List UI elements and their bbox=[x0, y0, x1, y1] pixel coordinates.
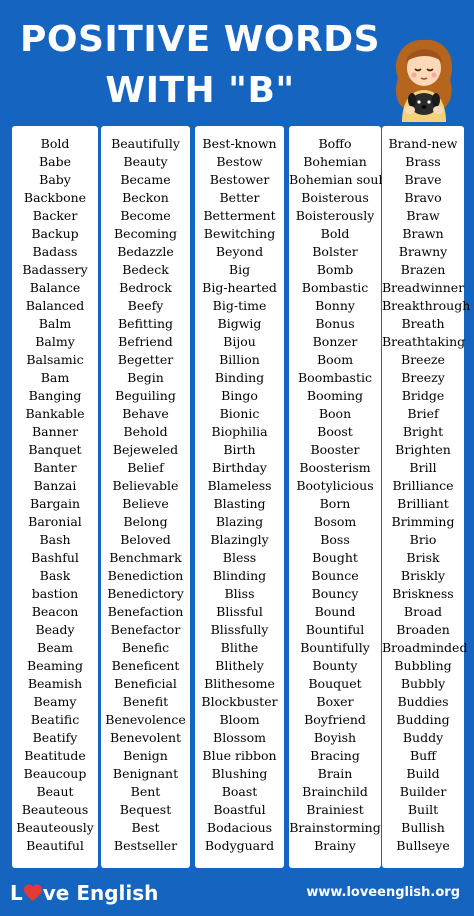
word-column-1 bbox=[12, 126, 98, 868]
word-item: Believe bbox=[122, 496, 169, 511]
word-item: Bounce bbox=[311, 568, 359, 583]
word-item: Braw bbox=[406, 208, 440, 223]
brand-text-end: ve English bbox=[42, 881, 159, 905]
word-item: Born bbox=[319, 496, 351, 511]
page-title bbox=[0, 14, 400, 116]
word-item: Bargain bbox=[29, 496, 81, 511]
word-item: Bestseller bbox=[113, 838, 178, 853]
word-item: Benefaction bbox=[107, 604, 184, 619]
word-item: Bloom bbox=[219, 712, 260, 727]
word-item: Bracing bbox=[310, 748, 360, 763]
word-item: Brawny bbox=[398, 244, 448, 259]
word-item: Banter bbox=[33, 460, 77, 475]
word-item: Brazen bbox=[400, 262, 446, 277]
word-item: Blasting bbox=[213, 496, 266, 511]
word-item: Bless bbox=[222, 550, 257, 565]
word-item: Bullseye bbox=[396, 838, 450, 853]
word-item: Bigwig bbox=[217, 316, 262, 331]
word-item: Bent bbox=[130, 784, 161, 799]
word-item: bastion bbox=[31, 586, 79, 601]
word-board bbox=[12, 126, 471, 870]
word-item: Blameless bbox=[207, 478, 272, 493]
word-item: Bold bbox=[40, 136, 70, 151]
heart-icon bbox=[23, 883, 43, 903]
word-item: Banner bbox=[31, 424, 79, 439]
word-item: Balm bbox=[38, 316, 72, 331]
word-item: Banquet bbox=[28, 442, 82, 457]
word-item: Bouncy bbox=[311, 586, 359, 601]
word-item: Build bbox=[406, 766, 440, 781]
word-item: Brand-new bbox=[388, 136, 458, 151]
word-item: Blithely bbox=[215, 658, 264, 673]
word-item: Bullish bbox=[401, 820, 445, 835]
word-item: Budding bbox=[396, 712, 450, 727]
word-item: Bejeweled bbox=[112, 442, 179, 457]
word-item: Built bbox=[407, 802, 439, 817]
word-item: Boost bbox=[317, 424, 353, 439]
word-item: Bubbly bbox=[400, 676, 446, 691]
word-item: Brisk bbox=[406, 550, 440, 565]
word-item: Blockbuster bbox=[201, 694, 278, 709]
word-item: Bodacious bbox=[206, 820, 273, 835]
brand-logo bbox=[10, 880, 158, 906]
word-item: Baronial bbox=[28, 514, 82, 529]
word-item: Betterment bbox=[203, 208, 276, 223]
word-item: Brainiest bbox=[306, 802, 364, 817]
word-item: Brawn bbox=[402, 226, 444, 241]
word-item: Bohemian bbox=[303, 154, 367, 169]
word-item: Balsamic bbox=[26, 352, 84, 367]
word-item: Baby bbox=[39, 172, 71, 187]
word-item: Beautiful bbox=[26, 838, 84, 853]
word-item: Backer bbox=[32, 208, 78, 223]
word-item: Beneficial bbox=[114, 676, 177, 691]
word-item: Boffo bbox=[318, 136, 352, 151]
word-item: Booming bbox=[306, 388, 364, 403]
word-item: Binding bbox=[214, 370, 265, 385]
word-item: Bound bbox=[314, 604, 356, 619]
word-item: Buff bbox=[409, 748, 437, 763]
word-item: Broaden bbox=[396, 622, 450, 637]
word-item: Birth bbox=[223, 442, 256, 457]
word-item: Briskly bbox=[400, 568, 446, 583]
word-item: Boisterous bbox=[301, 190, 369, 205]
word-item: Benevolence bbox=[105, 712, 186, 727]
word-item: Beyond bbox=[215, 244, 264, 259]
word-item: Breeze bbox=[401, 352, 445, 367]
word-item: Boyfriend bbox=[304, 712, 366, 727]
word-item: Briskness bbox=[392, 586, 454, 601]
word-item: Blinding bbox=[212, 568, 267, 583]
word-item: Bonny bbox=[315, 298, 355, 313]
word-item: Boyish bbox=[313, 730, 357, 745]
word-column-3 bbox=[195, 126, 284, 868]
word-item: Brainchild bbox=[302, 784, 368, 799]
word-item: Beneficent bbox=[111, 658, 180, 673]
word-item: Balmy bbox=[35, 334, 75, 349]
word-item: Brio bbox=[409, 532, 437, 547]
word-item: Blithe bbox=[220, 640, 259, 655]
word-item: Beaucoup bbox=[23, 766, 87, 781]
word-item: Bombastic bbox=[301, 280, 369, 295]
word-item: Benchmark bbox=[109, 550, 182, 565]
word-item: Bedeck bbox=[122, 262, 169, 277]
word-item: Boxer bbox=[316, 694, 354, 709]
word-item: Beguiling bbox=[115, 388, 176, 403]
word-item: Boombastic bbox=[298, 370, 372, 385]
word-item: Big bbox=[228, 262, 251, 277]
word-item: Bestower bbox=[209, 172, 270, 187]
word-item: Breakthrough bbox=[382, 298, 471, 313]
word-item: Bonus bbox=[315, 316, 355, 331]
word-item: Bashful bbox=[31, 550, 79, 565]
word-item: Blushing bbox=[211, 766, 268, 781]
word-item: Believable bbox=[112, 478, 179, 493]
word-item: Brighten bbox=[395, 442, 451, 457]
word-item: Benign bbox=[123, 748, 168, 763]
word-column-5 bbox=[382, 126, 471, 868]
word-item: Babe bbox=[38, 154, 72, 169]
word-item: Blue ribbon bbox=[202, 748, 277, 763]
word-item: Builder bbox=[399, 784, 447, 799]
word-item: Breadwinner bbox=[382, 280, 465, 295]
word-item: Bequest bbox=[119, 802, 172, 817]
word-item: Bravo bbox=[404, 190, 442, 205]
word-item: Brilliant bbox=[397, 496, 449, 511]
word-item: Better bbox=[219, 190, 260, 205]
word-item: Brilliance bbox=[392, 478, 454, 493]
word-item: Bohemian soul bbox=[289, 172, 383, 187]
word-item: Beamy bbox=[33, 694, 77, 709]
word-item: Beacon bbox=[31, 604, 79, 619]
word-item: Best bbox=[131, 820, 160, 835]
word-item: Bankable bbox=[25, 406, 85, 421]
word-item: Bask bbox=[39, 568, 71, 583]
word-item: Bouquet bbox=[308, 676, 362, 691]
word-item: Broadminded bbox=[382, 640, 468, 655]
word-item: Bought bbox=[312, 550, 358, 565]
word-item: Brill bbox=[409, 460, 437, 475]
word-item: Befitting bbox=[117, 316, 174, 331]
word-item: Boast bbox=[221, 784, 258, 799]
word-item: Bomb bbox=[316, 262, 354, 277]
word-item: Blazingly bbox=[210, 532, 269, 547]
word-item: Boom bbox=[316, 352, 354, 367]
word-item: Beauteous bbox=[21, 802, 89, 817]
title-line-2: WITH "B" bbox=[105, 70, 295, 111]
word-item: Brief bbox=[407, 406, 439, 421]
word-item: Billion bbox=[219, 352, 260, 367]
word-item: Beatific bbox=[30, 712, 80, 727]
word-item: Become bbox=[120, 208, 171, 223]
word-item: Benignant bbox=[112, 766, 179, 781]
word-item: Badass bbox=[32, 244, 78, 259]
word-item: Beckon bbox=[122, 190, 169, 205]
word-item: Buddies bbox=[397, 694, 449, 709]
word-item: Blissful bbox=[216, 604, 263, 619]
word-item: Bestow bbox=[216, 154, 263, 169]
word-item: Benefic bbox=[121, 640, 170, 655]
word-item: Behold bbox=[123, 424, 168, 439]
word-item: Backbone bbox=[23, 190, 87, 205]
word-item: Beady bbox=[35, 622, 75, 637]
word-item: Beatitude bbox=[24, 748, 86, 763]
word-item: Balanced bbox=[25, 298, 85, 313]
word-item: Boon bbox=[318, 406, 352, 421]
word-item: Bingo bbox=[221, 388, 258, 403]
word-item: Bountiful bbox=[305, 622, 365, 637]
word-item: Beatify bbox=[32, 730, 78, 745]
girl-with-puppy-icon bbox=[384, 34, 464, 122]
word-item: Bold bbox=[320, 226, 350, 241]
word-item: Beaming bbox=[27, 658, 83, 673]
word-item: Beloved bbox=[120, 532, 171, 547]
word-item: Breezy bbox=[401, 370, 445, 385]
word-item: Became bbox=[120, 172, 171, 187]
word-item: Boss bbox=[320, 532, 350, 547]
word-item: Balance bbox=[29, 280, 81, 295]
website-link[interactable]: www.loveenglish.org bbox=[306, 885, 460, 900]
word-item: Bedazzle bbox=[117, 244, 174, 259]
title-line-1: POSITIVE WORDS bbox=[19, 19, 381, 60]
word-item: Brave bbox=[404, 172, 442, 187]
word-item: Behave bbox=[122, 406, 169, 421]
word-item: Boastful bbox=[213, 802, 266, 817]
word-item: Brain bbox=[317, 766, 353, 781]
word-item: Booster bbox=[310, 442, 360, 457]
word-item: Bam bbox=[40, 370, 70, 385]
word-item: Bootylicious bbox=[296, 478, 374, 493]
word-item: Beauty bbox=[123, 154, 168, 169]
word-item: Banzai bbox=[33, 478, 77, 493]
word-item: Backup bbox=[31, 226, 79, 241]
word-item: Beauteously bbox=[16, 820, 94, 835]
word-item: Beefy bbox=[127, 298, 164, 313]
word-item: Benevolent bbox=[109, 730, 182, 745]
brand-text-start: L bbox=[10, 881, 23, 905]
word-item: Beamish bbox=[27, 676, 83, 691]
word-item: Bionic bbox=[219, 406, 260, 421]
word-item: Big-hearted bbox=[202, 280, 277, 295]
word-item: Befriend bbox=[118, 334, 173, 349]
word-item: Bodyguard bbox=[204, 838, 275, 853]
word-item: Blossom bbox=[213, 730, 266, 745]
word-item: Benedictory bbox=[107, 586, 184, 601]
word-item: Broad bbox=[403, 604, 443, 619]
word-item: Bijou bbox=[223, 334, 256, 349]
word-item: Beautifully bbox=[111, 136, 180, 151]
word-item: Banging bbox=[28, 388, 82, 403]
word-item: Bedrock bbox=[119, 280, 172, 295]
word-item: Benefactor bbox=[110, 622, 181, 637]
word-item: Bolster bbox=[312, 244, 358, 259]
word-item: Benediction bbox=[107, 568, 184, 583]
word-item: Begin bbox=[127, 370, 164, 385]
word-item: Brainy bbox=[314, 838, 356, 853]
word-item: Beam bbox=[37, 640, 73, 655]
word-item: Bridge bbox=[401, 388, 445, 403]
word-item: Brimming bbox=[391, 514, 455, 529]
word-item: Boosterism bbox=[299, 460, 371, 475]
word-item: Belief bbox=[127, 460, 164, 475]
word-item: Brass bbox=[405, 154, 441, 169]
word-item: Belong bbox=[123, 514, 168, 529]
footer bbox=[0, 870, 474, 916]
word-column-4 bbox=[289, 126, 381, 868]
word-item: Best-known bbox=[202, 136, 277, 151]
word-item: Bash bbox=[39, 532, 71, 547]
word-item: Breathtaking bbox=[382, 334, 466, 349]
word-item: Blissfully bbox=[210, 622, 269, 637]
word-item: Buddy bbox=[402, 730, 444, 745]
word-item: Begetter bbox=[117, 352, 174, 367]
word-item: Bounty bbox=[312, 658, 358, 673]
word-item: Bubbling bbox=[394, 658, 452, 673]
word-item: Bright bbox=[402, 424, 444, 439]
word-item: Brainstorming bbox=[289, 820, 381, 835]
word-item: Biophilia bbox=[211, 424, 268, 439]
word-item: Blazing bbox=[215, 514, 264, 529]
word-item: Badassery bbox=[22, 262, 88, 277]
word-item: Big-time bbox=[212, 298, 267, 313]
word-item: Bonzer bbox=[312, 334, 358, 349]
word-item: Bliss bbox=[224, 586, 255, 601]
word-item: Boisterously bbox=[295, 208, 375, 223]
word-item: Bountifully bbox=[300, 640, 370, 655]
word-item: Becoming bbox=[113, 226, 177, 241]
word-item: Blithesome bbox=[204, 676, 275, 691]
word-column-2 bbox=[101, 126, 190, 868]
word-item: Beaut bbox=[36, 784, 74, 799]
word-item: Benefit bbox=[122, 694, 169, 709]
word-item: Bewitching bbox=[203, 226, 276, 241]
word-item: Bosom bbox=[313, 514, 357, 529]
word-item: Birthday bbox=[212, 460, 267, 475]
word-item: Breath bbox=[401, 316, 445, 331]
